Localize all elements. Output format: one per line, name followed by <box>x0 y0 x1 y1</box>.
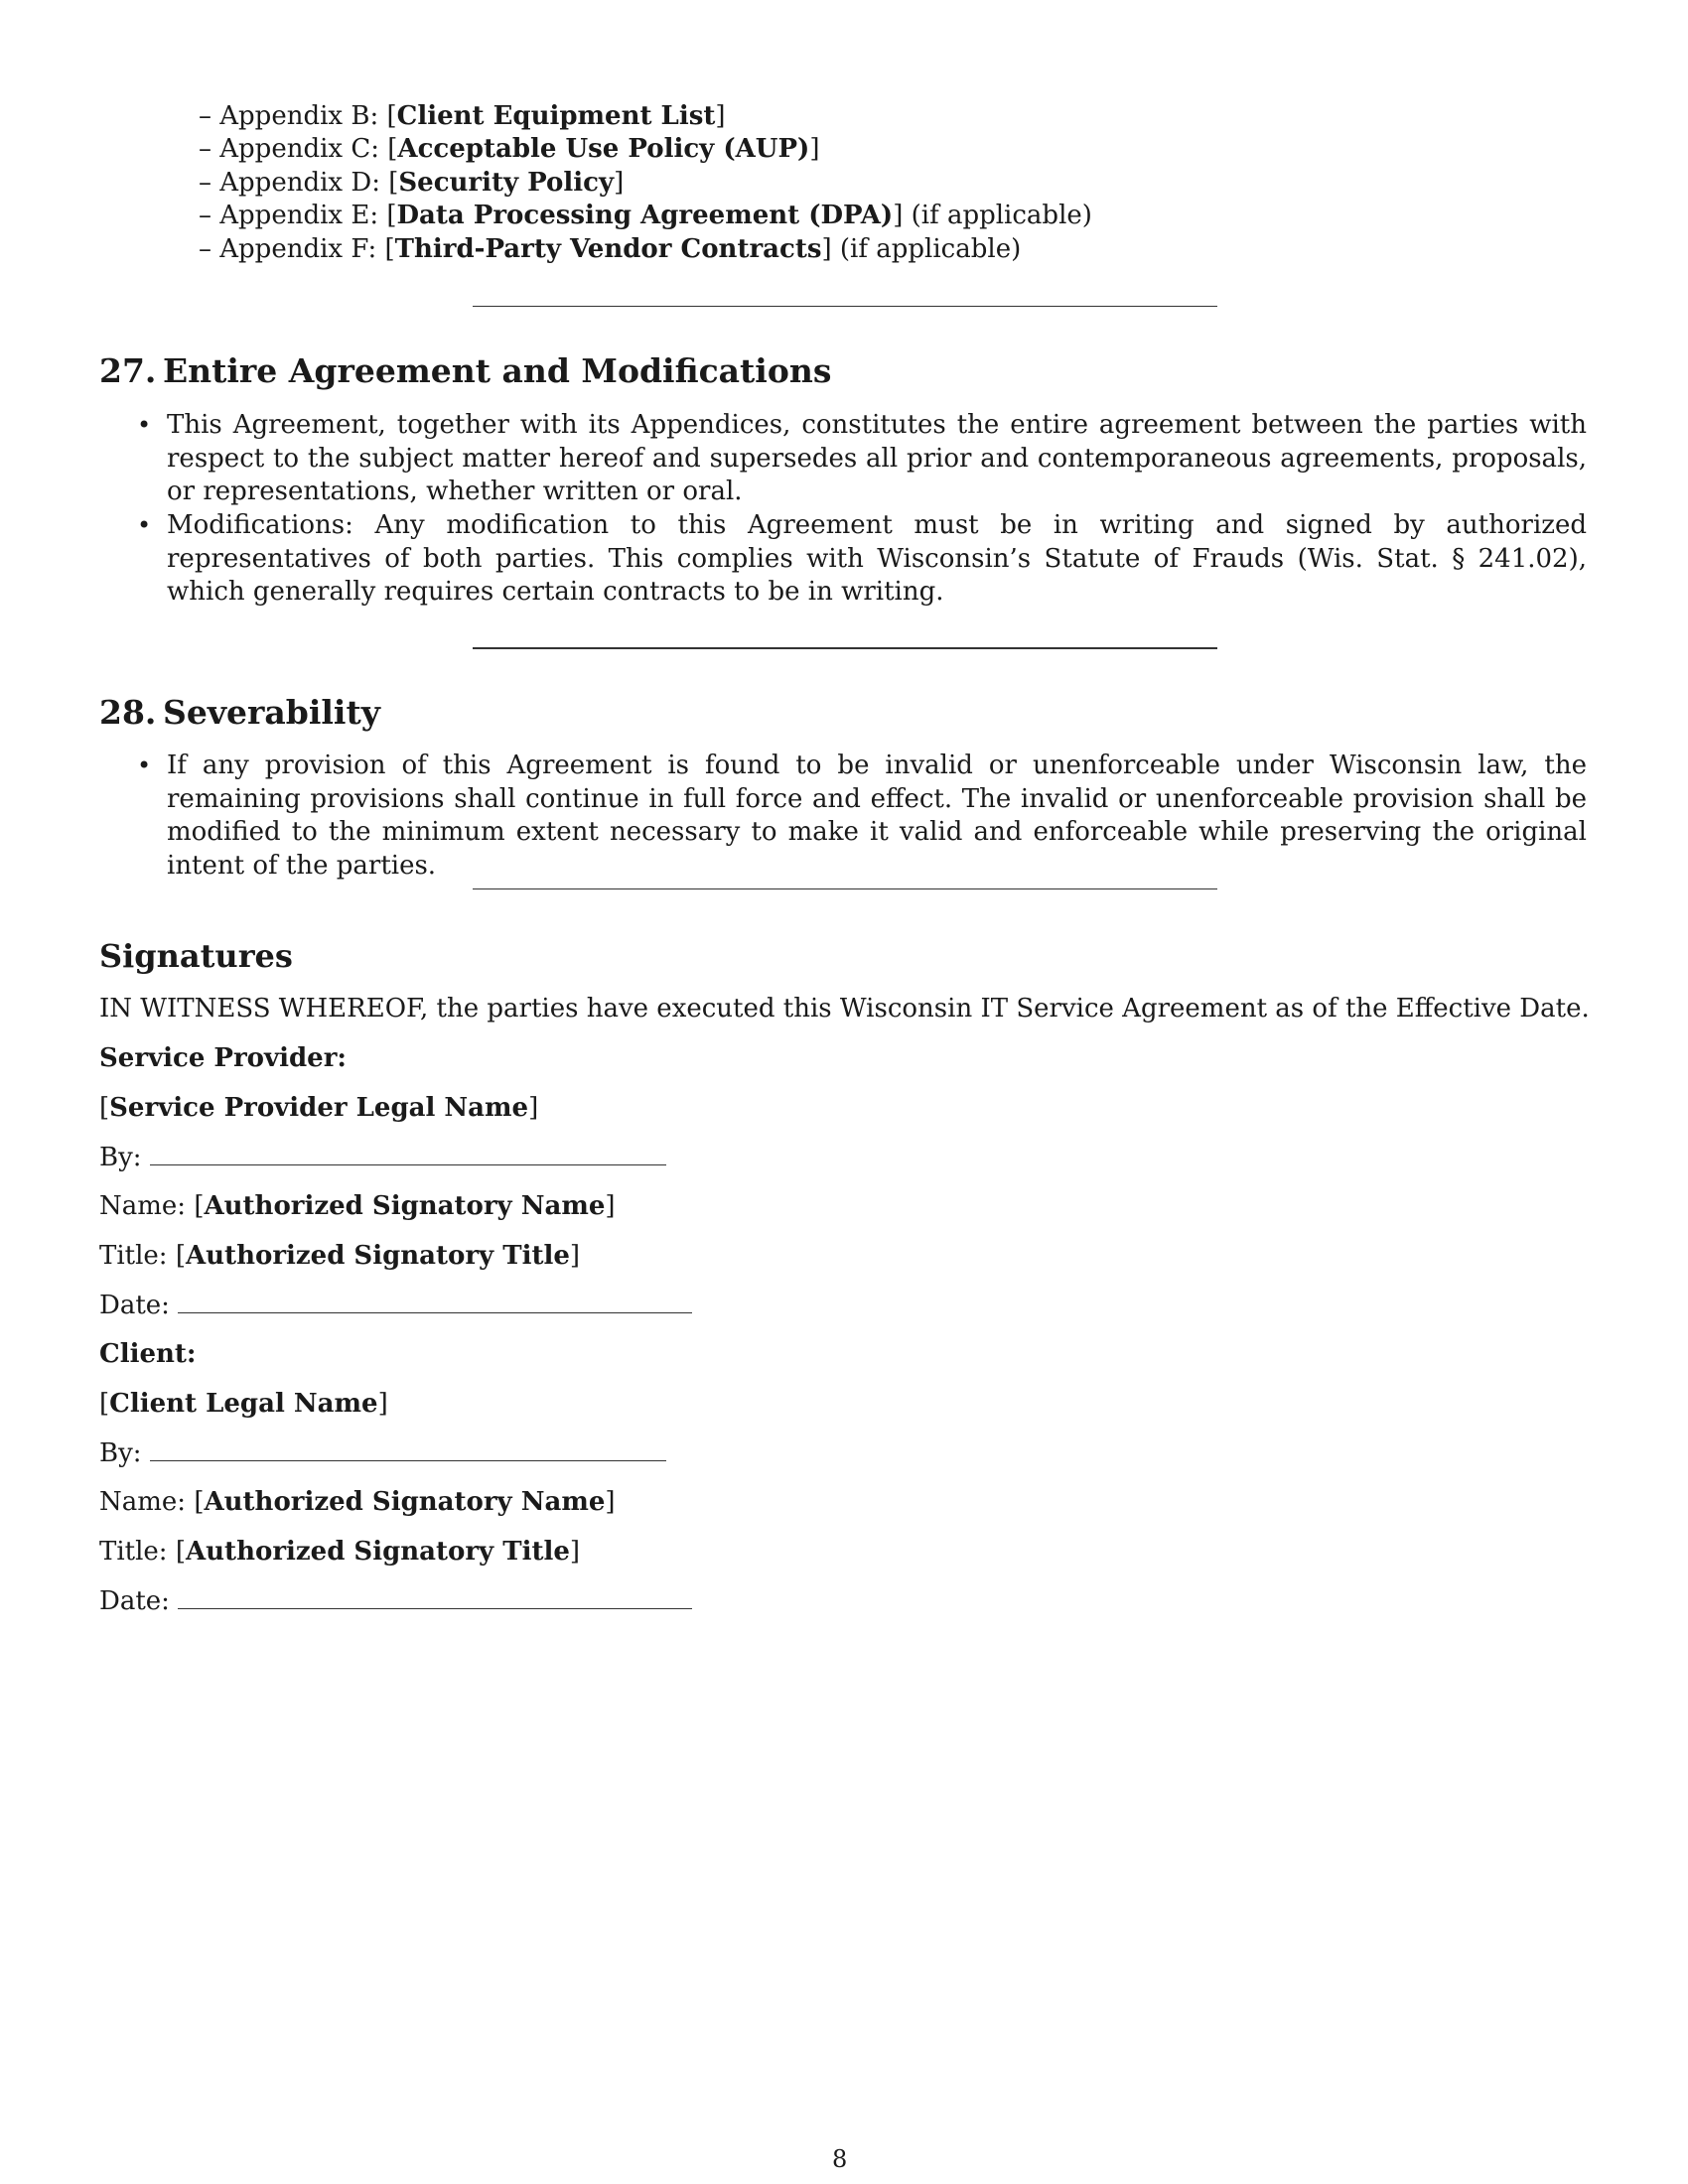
provider-title-line: Title: [Authorized Signatory Title] <box>99 1241 581 1271</box>
provider-date-field[interactable] <box>178 1291 692 1313</box>
provider-name-line: Name: [Authorized Signatory Name] <box>99 1191 616 1221</box>
appendix-item-d: – Appendix D: [Security Policy] <box>199 168 625 198</box>
provider-legal-name: [Service Provider Legal Name] <box>99 1093 539 1123</box>
client-signature-line[interactable] <box>150 1438 666 1461</box>
client-date-line: Date: <box>99 1585 692 1617</box>
client-title-line: Title: [Authorized Signatory Title] <box>99 1537 581 1567</box>
section-27-number: 27. <box>99 351 157 390</box>
client-date-field[interactable] <box>178 1586 692 1609</box>
section-28-title: Severability <box>163 693 380 732</box>
section-27-title: Entire Agreement and Modifications <box>163 351 832 390</box>
bullet-icon: • <box>137 411 152 439</box>
bullet-icon: • <box>137 751 152 779</box>
provider-by-line: By: <box>99 1142 666 1173</box>
appendix-item-c: – Appendix C: [Acceptable Use Policy (AUP)] <box>199 134 820 164</box>
appendix-item-f: – Appendix F: [Third-Party Vendor Contracts] (if applicable) <box>199 234 1022 264</box>
section-28-number: 28. <box>99 693 157 732</box>
witness-statement: IN WITNESS WHEREOF, the parties have executed this Wisconsin IT Service Agreement as of the Effective Date. <box>99 994 1590 1024</box>
client-legal-name: [Client Legal Name] <box>99 1389 388 1419</box>
section-27-paragraph-2: Modifications: Any modification to this Agreement must be in writing and signed by authorized representatives of both parties. This complies with Wisconsin’s Statute of Frauds (Wis. Stat. § 241.02), which generally requires certain contracts to be in writing. <box>167 510 1587 607</box>
horizontal-divider <box>473 647 1217 649</box>
horizontal-divider <box>473 306 1217 307</box>
client-by-line: By: <box>99 1437 666 1469</box>
provider-signature-line[interactable] <box>150 1143 666 1165</box>
section-27-paragraph-1: This Agreement, together with its Appendices, constitutes the entire agreement between the parties with respect to the subject matter hereof and supersedes all prior and contemporaneous agreements, proposals, or representations, whether written or oral. <box>167 410 1587 506</box>
page-number: 8 <box>832 2145 848 2173</box>
provider-date-line: Date: <box>99 1290 692 1321</box>
section-28-paragraph-1: If any provision of this Agreement is found to be invalid or unenforceable under Wisconsin law, the remaining provisions shall continue in full force and effect. The invalid or unenforceable provision shall be modified to the minimum extent necessary to make it valid and enforceable while preserving the original intent of the parties. <box>167 751 1587 881</box>
provider-heading: Service Provider: <box>99 1043 348 1073</box>
appendix-item-e: – Appendix E: [Data Processing Agreement (DPA)] (if applicable) <box>199 201 1092 230</box>
client-heading: Client: <box>99 1339 197 1369</box>
client-name-line: Name: [Authorized Signatory Name] <box>99 1487 616 1517</box>
appendix-item-b: – Appendix B: [Client Equipment List] <box>199 101 726 131</box>
horizontal-divider <box>473 888 1217 889</box>
signatures-heading: Signatures <box>99 937 293 975</box>
bullet-icon: • <box>137 511 152 539</box>
